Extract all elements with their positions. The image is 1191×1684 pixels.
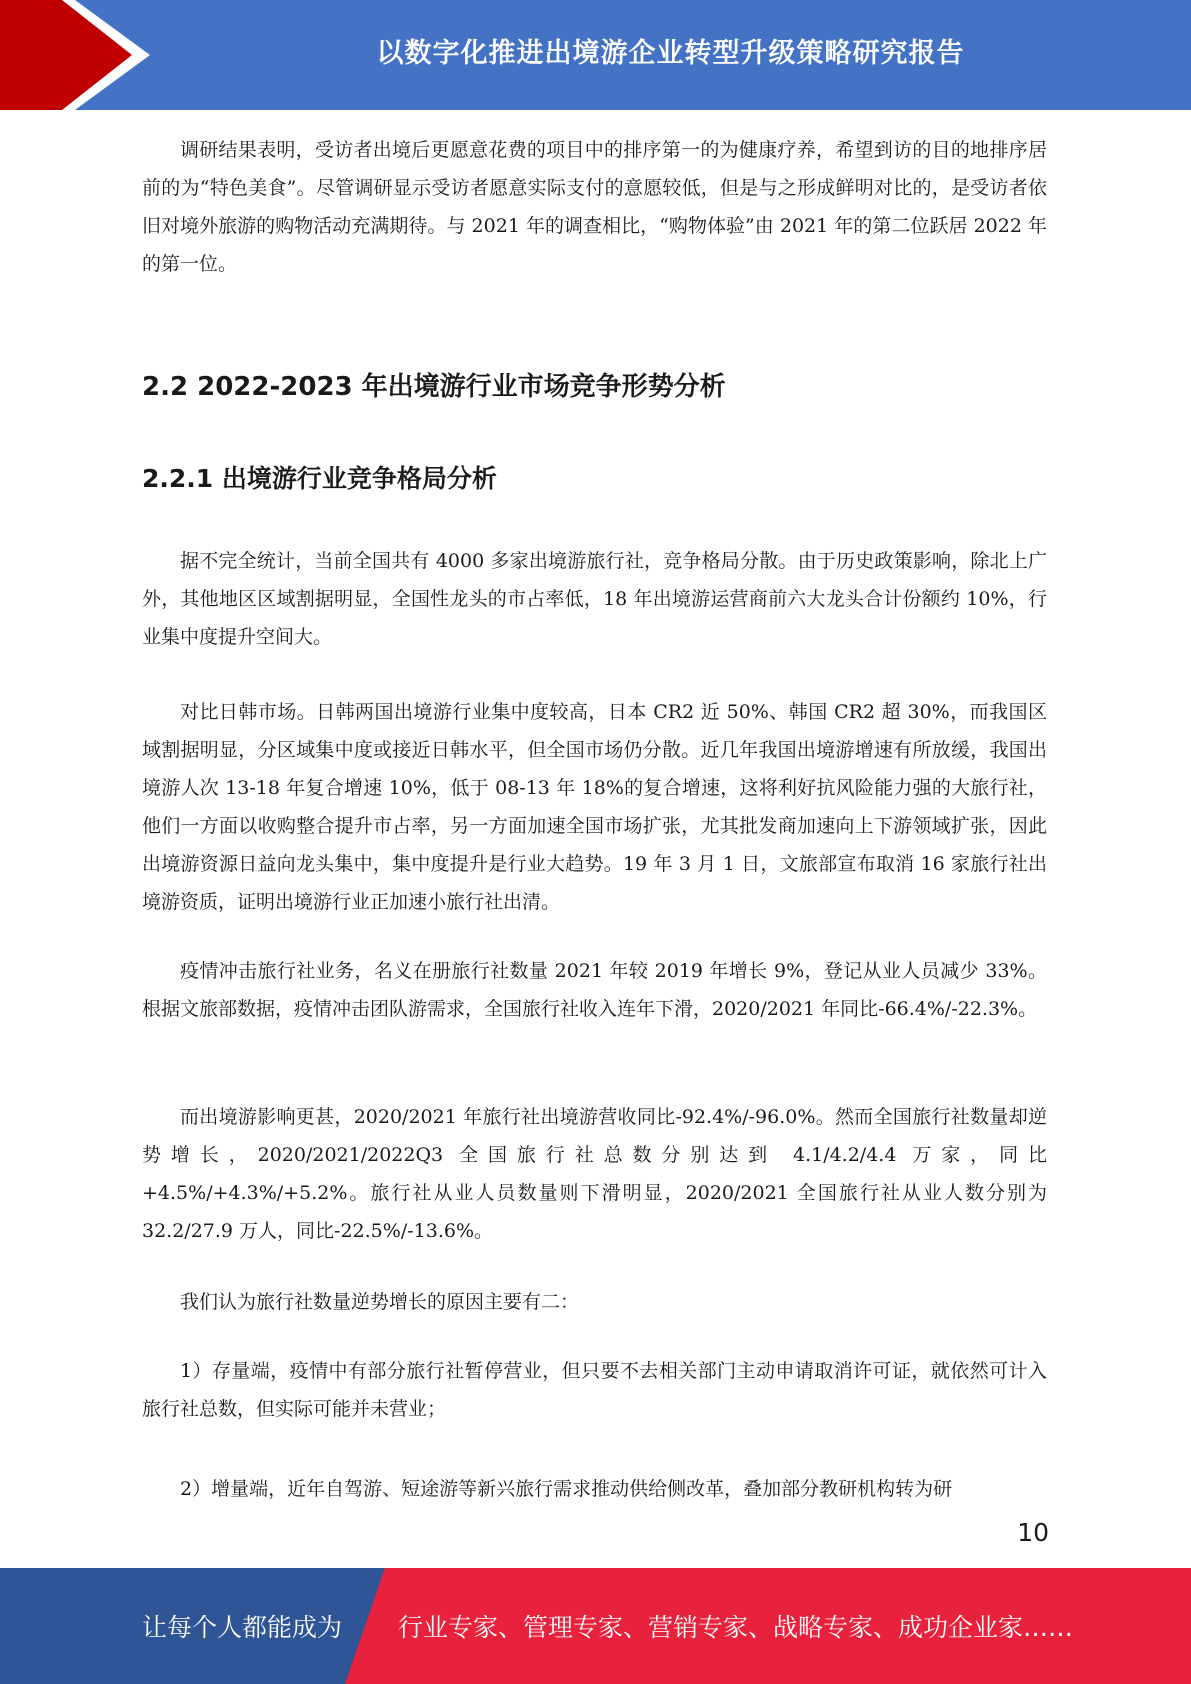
body-paragraph: 而出境游影响更甚，2020/2021 年旅行社出境游营收同比-92.4%/-96.0%。然而全国旅行社数量却逆势增长，2020/2021/2022Q3 全国旅行社总数分别达到 4.1/4.2/4.4 万家，同比+4.5%/+4.3%/+5.2%。旅行社从业人员数量则下滑明显，2020/2021 全国旅行社从业人数分别为 32.2/27.9 万人，同比-22.5%/-13.6%。 [142,1106,1047,1242]
page-header [0,0,1191,110]
paragraph-4-block [142,1098,1047,1250]
paragraph-2-block [142,693,1047,921]
body-paragraph: 对比日韩市场。日韩两国出境游行业集中度较高，日本 CR2 近 50%、韩国 CR2 超 30%，而我国区域割据明显，分区域集中度或接近日韩水平，但全国市场仍分散。近几年我国出境游增速有所放缓，我国出境游人次 13-18 年复合增速 10%，低于 08-13 年 18%的复合增速，这将利好抗风险能力强的大旅行社，他们一方面以收购整合提升市占率，另一方面加速全国市场扩张，尤其批发商加速向上下游领域扩张，因此出境游资源日益向龙头集中，集中度提升是行业大趋势。19 年 3 月 1 日，文旅部宣布取消 16 家旅行社出境游资质，证明出境游行业正加速小旅行社出清。 [142,701,1047,913]
intro-paragraph: 调研结果表明，受访者出境后更愿意花费的项目中的排序第一的为健康疗养，希望到访的目的地排序居前的为“特色美食”。尽管调研显示受访者愿意实际支付的意愿较低，但是与之形成鲜明对比的，是受访者依旧对境外旅游的购物活动充满期待。与 2021 年的调查相比，“购物体验”由 2021 年的第二位跃居 2022 年的第一位。 [142,139,1047,275]
body-paragraph: 1）存量端，疫情中有部分旅行社暂停营业，但只要不去相关部门主动申请取消许可证，就依然可计入旅行社总数，但实际可能并未营业； [142,1360,1047,1420]
paragraph-5-block [142,1283,1047,1321]
subsection-heading: 2.2.1 出境游行业竞争格局分析 [142,464,497,493]
page-footer [0,1568,1191,1684]
paragraph-7-block [142,1470,1047,1508]
footer-slogan-right: 行业专家、管理专家、营销专家、战略专家、成功企业家…… [398,1613,1074,1642]
intro-block [142,131,1047,283]
page-number: 10 [1017,1518,1049,1547]
body-paragraph: 我们认为旅行社数量逆势增长的原因主要有二： [180,1291,580,1313]
footer-slogan-left: 让每个人都能成为 [142,1613,343,1642]
body-paragraph: 疫情冲击旅行社业务，名义在册旅行社数量 2021 年较 2019 年增长 9%，登记从业人员减少 33%。根据文旅部数据，疫情冲击团队游需求，全国旅行社收入连年下滑，2020/2021 年同比-66.4%/-22.3%。 [142,960,1047,1020]
report-title: 以数字化推进出境游企业转型升级策略研究报告 [376,37,965,69]
chevron-arrow-icon [0,0,150,110]
paragraph-6-block [142,1352,1047,1428]
body-paragraph: 2）增量端，近年自驾游、短途游等新兴旅行需求推动供给侧改革，叠加部分教研机构转为研 [180,1478,953,1500]
paragraph-1-block [142,542,1047,656]
body-paragraph: 据不完全统计，当前全国共有 4000 多家出境游旅行社，竞争格局分散。由于历史政策影响，除北上广外，其他地区区域割据明显，全国性龙头的市占率低，18 年出境游运营商前六大龙头合计份额约 10%，行业集中度提升空间大。 [142,550,1047,648]
section-heading: 2.2 2022-2023 年出境游行业市场竞争形势分析 [142,372,726,402]
paragraph-3-block [142,952,1047,1028]
